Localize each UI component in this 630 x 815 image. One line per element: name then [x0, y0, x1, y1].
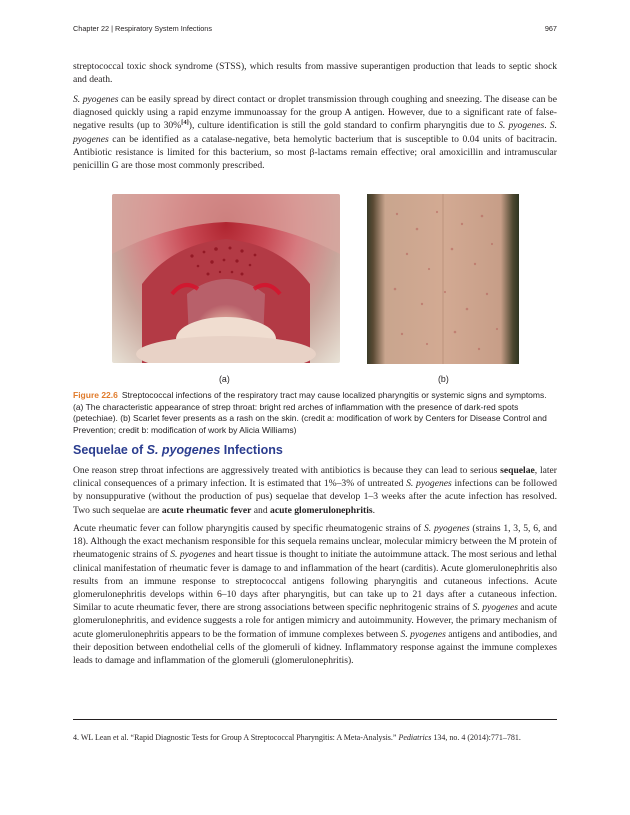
figure-label-a: (a) [219, 374, 230, 384]
heading-text: Sequelae of [73, 443, 147, 457]
footnote-text: 4. WL Lean et al. “Rapid Diagnostic Tests for Group A Streptococcal Pharyngitis: A Meta-Analysis.” [73, 733, 399, 742]
species-name: S. pyogenes [73, 94, 119, 105]
key-term: acute glomerulonephritis [270, 504, 373, 516]
scarlet-fever-rash-photo [367, 194, 519, 364]
paragraph-text: infections can be followed by nonsuppurative (without the production of pus) sequelae that develop 1–3 weeks after the acute infection has resolved. Two such sequelae are [73, 478, 557, 516]
key-term: acute rheumatic fever [161, 504, 252, 516]
footnote-divider [73, 719, 557, 720]
paragraph-text: streptococcal toxic shock syndrome (STSS), which results from massive superantigen production that leads to septic shock and death. [73, 61, 557, 86]
key-term: sequelae [500, 465, 535, 476]
paragraph-text: ), culture identification is still the gold standard to confirm pharyngitis due to [188, 120, 499, 132]
paragraph-sequelae [73, 464, 557, 517]
species-name: S. pyogenes [170, 549, 216, 561]
caption-text: Streptococcal infections of the respiratory tract may cause localized pharyngitis or systemic signs and symptoms. (a) The characteristic appearance of strep throat: bright red arches of inflammation with the presence of dark-red spots (petechiae). (b) Scarlet fever presents as a rash on the skin. (credit a: modification of work by Centers for Disease Control and Prevention; credit b: modification of work by Alicia Williams) [73, 390, 547, 435]
paragraph-stss [73, 60, 557, 86]
footnote [73, 729, 557, 746]
species-name: S. pyogenes [73, 120, 557, 145]
heading-text: Infections [220, 443, 283, 457]
figure-label-b: (b) [438, 374, 449, 384]
strep-throat-photo [112, 194, 340, 363]
paragraph-text: antigens and antibodies, and their deposition between endothelial cells of the glomeruli of kidney. Inflammatory response against the immune complexes leads to damage and inflammation of the glomeruli (glomerulonephritis). [73, 628, 558, 667]
paragraph-diagnosis [73, 93, 557, 172]
paragraph-text: and acute glomerulonephritis, and evidence suggests a role for antigen mimicry and autoimmunity. However, the primary mechanism of acute glomerulonephritis appears to be the formation of immune complexes between [73, 602, 557, 640]
paragraph-text: , later clinical consequences of a primary infection. It is estimated that 1%–3% of untreated [73, 465, 558, 490]
species-name: S. pyogenes [424, 523, 470, 534]
footnote-text: 134, no. 4 (2014):771–781. [431, 733, 521, 742]
species-name: S. pyogenes [406, 478, 452, 490]
rash-illustration [367, 194, 519, 364]
figure-caption [73, 390, 553, 436]
heading-species: S. pyogenes [146, 443, 221, 457]
paragraph-text: and heart tissue is thought to initiate the autoimmune attack. The most serious and lethal clinical manifestation of rheumatic fever is damage to and inflammation of the heart (carditis). Acute glomerulonephritis also results from an immune response to streptococcal antigens following pharyngitis and cutaneous infections. Acute glomerulonephritis develops within 6–10 days after pharyngitis, but can take up to 21 days after a cutaneous infection. Similar to acute rheumatic fever, there are strong associations between specific nephritogenic strains of [73, 549, 557, 614]
species-name: S. pyogenes [472, 602, 518, 614]
strep-throat-illustration [112, 194, 340, 363]
paragraph-rheumatic-fever [73, 522, 557, 667]
page-number: 967 [544, 24, 557, 33]
species-name: S. pyogenes [498, 120, 545, 132]
paragraph-text: . [544, 120, 550, 132]
page-header [73, 24, 557, 36]
section-heading [73, 443, 283, 457]
paragraph-text: can be easily spread by direct contact or droplet transmission through coughing and sneezing. The disease can be diagnosed quickly using a rapid enzyme immunoassay for the group A antigen. However, due to a significant rate of false-negative results (up to 30% [73, 94, 557, 132]
citation-link[interactable]: [4] [181, 119, 189, 127]
paragraph-text: Acute rheumatic fever can follow pharyngitis caused by specific rheumatogenic strains of [73, 523, 424, 534]
species-name: S. pyogenes [400, 628, 446, 640]
paragraph-text: can be identified as a catalase-negative, beta hemolytic bacterium that is susceptible to 0.04 units of bacitracin. Antibiotic resistance is limited for this bacterium, so most β-lactams remain effective; oral amoxicillin and intramuscular penicillin G are those most commonly prescribed. [73, 133, 557, 172]
paragraph-text: One reason strep throat infections are aggressively treated with antibiotics is because they can lead to serious [73, 465, 501, 476]
figure-number: Figure 22.6 [73, 390, 118, 400]
chapter-title: Chapter 22 | Respiratory System Infections [73, 24, 212, 33]
journal-title: Pediatrics [398, 733, 432, 742]
paragraph-text: (strains 1, 3, 5, 6, and 18). Although the exact mechanism responsible for this sequela remains unclear, molecular mimicry between the M protein of rheumatogenic strains of [73, 523, 557, 561]
paragraph-text: and [251, 504, 271, 516]
paragraph-text: . [372, 504, 376, 516]
